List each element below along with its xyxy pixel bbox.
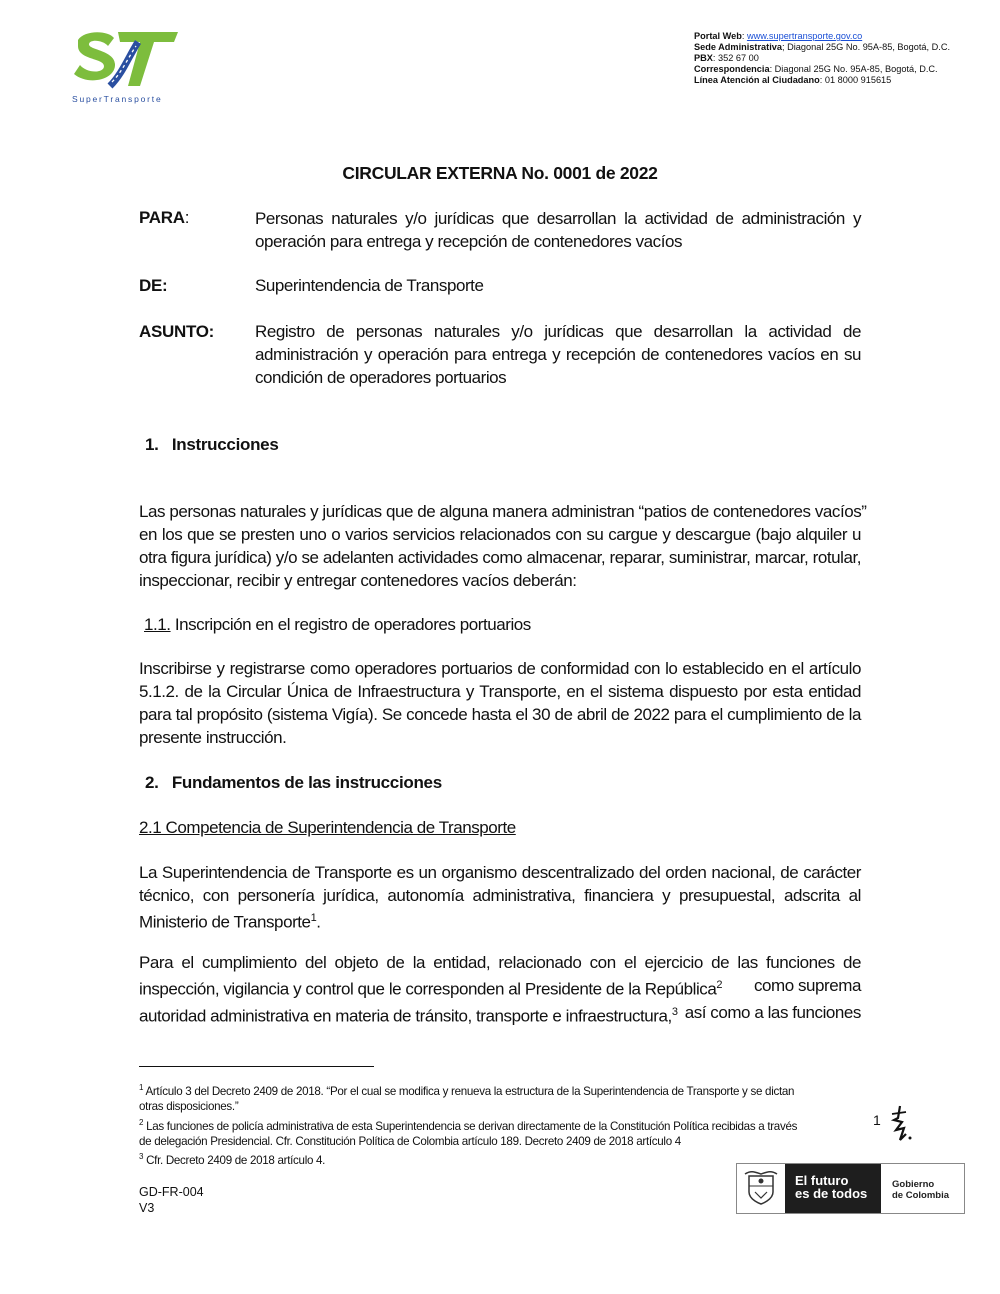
footnote-2-text: Las funciones de policía administrativa de esta Superintendencia se derivan directamente de la Constitución Política recibidas a través xyxy=(146,1119,798,1133)
logo-text: SuperTransporte xyxy=(72,94,163,104)
footnote-1 xyxy=(139,1080,861,1115)
footnote-ref-1[interactable]: 1 xyxy=(310,912,317,924)
slogan-block xyxy=(785,1164,881,1213)
linea-value: : 01 8000 915615 xyxy=(819,75,892,85)
competencia-line: La Superintendencia de Transporte es un organismo descentralizado del orden nacional, de carácter xyxy=(139,863,861,882)
de-value: Superintendencia de Transporte xyxy=(255,276,484,295)
portal-link[interactable]: www.supertransporte.gov.co xyxy=(746,31,863,41)
para-label-row xyxy=(139,208,189,228)
intro-line: otra figura jurídica) y/o se adelanten actividades como almacenar, reparar, suministrar, marcar, rotular, xyxy=(139,548,861,567)
para-line: Personas naturales y/o jurídicas que desarrollan la actividad de administración y xyxy=(255,209,861,228)
competencia-paragraph xyxy=(139,861,861,934)
competencia-end: . xyxy=(316,912,321,932)
footnote-2 xyxy=(139,1115,869,1150)
correspondencia-label: Correspondencia xyxy=(694,64,770,74)
intro-paragraph xyxy=(139,500,867,592)
competencia-line: técnico, con personería jurídica, autonomía administrativa, financiera y presupuestal, adscrita al xyxy=(139,886,861,905)
sede-label: Sede Administrativa xyxy=(694,42,782,52)
correspondencia-value: : Diagonal 25G No. 95A-85, Bogotá, D.C. xyxy=(769,64,938,74)
slogan-line-1: El futuro xyxy=(795,1173,849,1188)
para-label: PARA xyxy=(139,208,185,227)
cumplimiento-line: Para el cumplimiento del objeto de la entidad, relacionado con el ejercicio de las funciones de xyxy=(139,953,861,972)
para-line: operación para entrega y recepción de contenedores vacíos xyxy=(255,232,683,251)
footnote-2-number: 2 xyxy=(139,1118,144,1127)
cumplimiento-paragraph xyxy=(139,951,861,1027)
inscribirse-line: presente instrucción. xyxy=(139,728,287,747)
competencia-line: Ministerio de Transporte xyxy=(139,912,311,932)
colombia-shield-icon xyxy=(741,1168,781,1208)
de-label: DE: xyxy=(139,276,168,295)
footnote-ref-3[interactable]: 3 xyxy=(671,1005,678,1018)
asunto-value xyxy=(255,320,861,389)
footnote-1-number: 1 xyxy=(139,1083,144,1092)
gobierno-line-2: de Colombia xyxy=(892,1190,950,1201)
signature-mark xyxy=(888,1104,914,1144)
gobierno-line-1: Gobierno xyxy=(892,1179,935,1190)
intro-line: inspeccionar, recibir y entregar contenedores vacíos deberán: xyxy=(139,571,577,590)
inscribirse-paragraph xyxy=(139,657,861,749)
cumplimiento-line: inspección, vigilancia y control que le corresponden al Presidente de la República xyxy=(139,979,717,999)
footnote-rule xyxy=(139,1066,374,1067)
subsection-1-1-number: 1.1. xyxy=(144,615,171,634)
para-value xyxy=(255,207,861,253)
linea-label: Línea Atención al Ciudadano xyxy=(694,75,820,85)
page-number: 1 xyxy=(873,1112,881,1128)
form-code-value: GD-FR-004 xyxy=(139,1185,204,1199)
form-code xyxy=(139,1184,204,1216)
cumplimiento-line-end: así como a las funciones xyxy=(684,1002,861,1022)
pbx-label: PBX xyxy=(694,53,713,63)
sede-value: ; Diagonal 25G No. 95A-85, Bogotá, D.C. xyxy=(782,42,951,52)
supertransporte-logo xyxy=(70,28,182,108)
portal-label: Portal Web xyxy=(694,31,742,41)
footnote-1-text: otras disposiciones.” xyxy=(139,1100,239,1114)
intro-line: en los que se presten uno o varios servicios relacionados con su cargue y descargue (bajo alquiler u xyxy=(139,525,861,544)
asunto-line: administración y operación para entrega y recepción de contenedores vacíos en su xyxy=(255,345,861,364)
intro-line: Las personas naturales y jurídicas que de alguna manera administran “patios de contenedores vacíos” xyxy=(139,502,867,521)
subsection-1-1 xyxy=(144,613,866,636)
gobierno-text xyxy=(892,1179,949,1201)
slogan-line-2: es de todos xyxy=(795,1186,868,1201)
document-title: CIRCULAR EXTERNA No. 0001 de 2022 xyxy=(342,163,658,183)
inscribirse-line: para tal propósito (sistema Vigía). Se concede hasta el 30 de abril de 2022 para el cumplimiento de la xyxy=(139,705,861,724)
inscribirse-line: 5.1.2. de la Circular Única de Infraestructura y Transporte, en el sistema dispuesto por esta entidad xyxy=(139,682,861,701)
section-1-heading: 1. Instrucciones xyxy=(145,435,279,454)
footnote-3-text: Cfr. Decreto 2409 de 2018 artículo 4. xyxy=(146,1153,326,1167)
inscribirse-line: Inscribirse y registrarse como operadores portuarios de conformidad con lo establecido en el artículo xyxy=(139,659,861,678)
para-colon: : xyxy=(184,208,190,227)
pbx-value: : 352 67 00 xyxy=(712,53,759,63)
subsection-1-1-title: Inscripción en el registro de operadores portuarios xyxy=(174,615,531,634)
subsection-2-1: 2.1 Competencia de Superintendencia de Transporte xyxy=(139,818,516,837)
cumplimiento-line: autoridad administrativa en materia de tránsito, transporte e infraestructura, xyxy=(139,1006,672,1026)
footnote-2-text: de delegación Presidencial. Cfr. Constitución Política de Colombia artículo 189. Decreto 2409 de 2018 artículo 4 xyxy=(139,1135,681,1149)
footnote-1-text: Artículo 3 del Decreto 2409 de 2018. “Por el cual se modifica y renueva la estructura de la Superintendencia de Transporte y se dictan xyxy=(145,1084,795,1098)
contact-info: Portal Web: www.supertransporte.gov.co Sede Administrativa; Diagonal 25G No. 95A-85, Bogotá, D.C. PBX: 352 67 00 Correspondencia: Diagonal 25G No. 95A-85, Bogotá, D.C. Línea Atención al Ciudadano: 01 8000 915615 xyxy=(694,31,951,85)
asunto-label: ASUNTO: xyxy=(139,322,215,341)
section-2-heading: 2. Fundamentos de las instrucciones xyxy=(145,773,442,792)
footnote-ref-2[interactable]: 2 xyxy=(716,979,723,991)
asunto-line: condición de operadores portuarios xyxy=(255,368,507,387)
footnote-3-number: 3 xyxy=(139,1152,144,1161)
form-version: V3 xyxy=(139,1201,155,1215)
cumplimiento-line-end: como suprema xyxy=(753,976,861,995)
asunto-line: Registro de personas naturales y/o jurídicas que desarrollan la actividad de xyxy=(255,322,861,341)
gobierno-de-colombia-banner xyxy=(736,1163,965,1214)
